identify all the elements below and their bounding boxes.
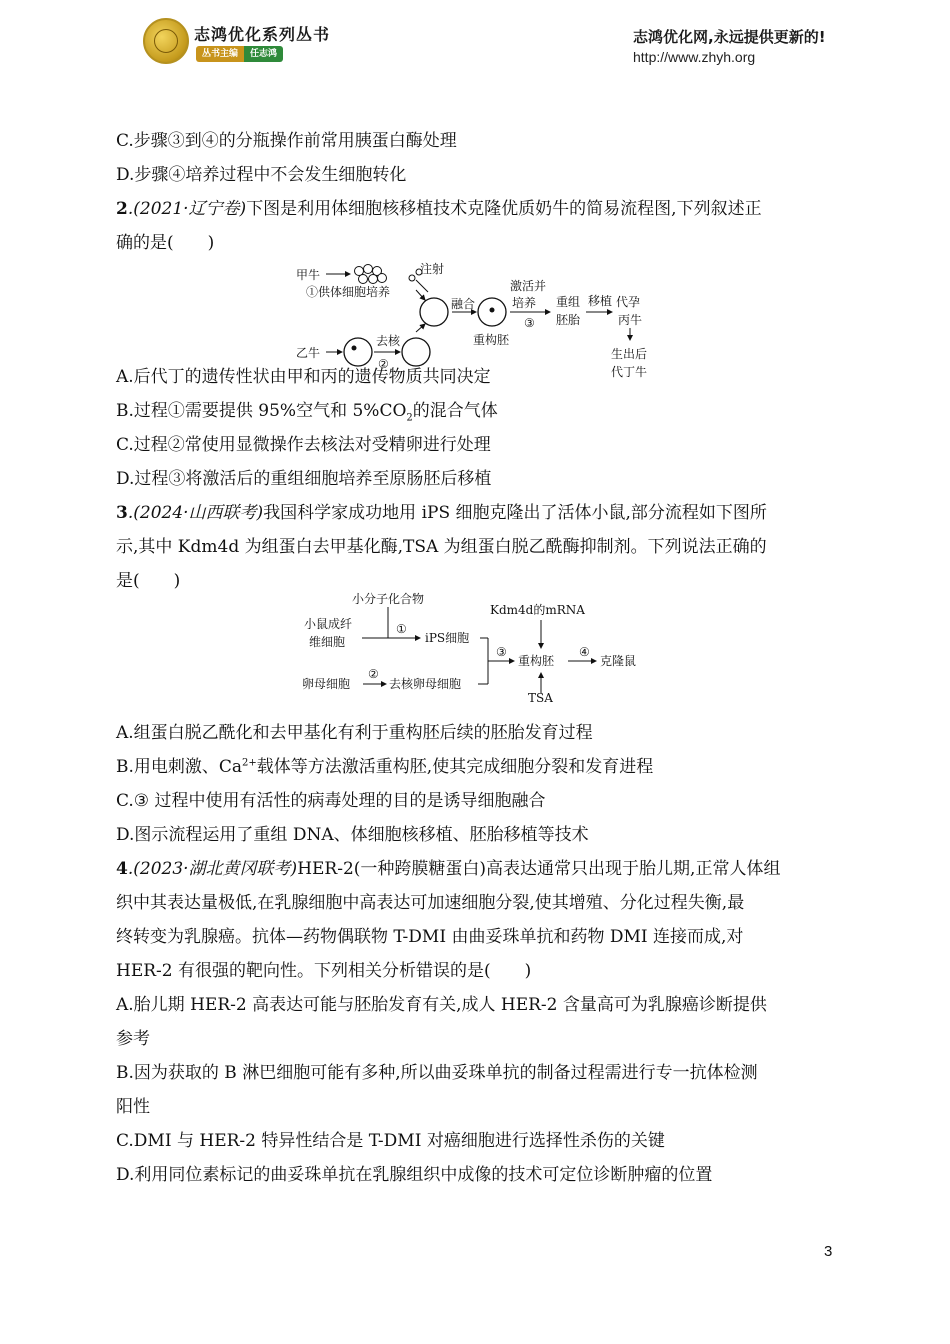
q2-option-b-pre: B.过程①需要提供 95%空气和 5%CO xyxy=(116,401,407,421)
step1-label: ①供体细胞培养 xyxy=(306,285,391,299)
q2-stem-text: 下图是利用体细胞核移植技术克隆优质奶牛的简易流程图,下列叙述正 xyxy=(246,199,762,219)
q2-option-a: A.后代丁的遗传性状由甲和丙的遗传物质共同决定 xyxy=(116,367,491,387)
tsa-label: TSA xyxy=(528,691,553,705)
enuc-label: 去核卵母细胞 xyxy=(389,677,462,691)
jia-label: 甲牛 xyxy=(296,268,321,282)
q3-source: .(2024·山西联考) xyxy=(127,503,264,523)
question-content xyxy=(116,124,836,1192)
q3-flow-diagram xyxy=(116,592,836,716)
q4-number: 4 xyxy=(116,859,128,879)
step3-label: ③ xyxy=(524,316,535,330)
q4-option-a-cont: 参考 xyxy=(116,1029,150,1049)
yi-label: 乙牛 xyxy=(296,346,321,360)
chonggou-label: 重构胚 xyxy=(473,333,510,347)
ips-label: iPS细胞 xyxy=(425,631,470,645)
s2-label: ② xyxy=(368,667,379,681)
jihuo2-label: 培养 xyxy=(512,296,537,310)
oocyte2-label: 卵母细胞 xyxy=(302,677,351,691)
step2-label: ② xyxy=(378,357,389,371)
q2-source: .(2021·辽宁卷) xyxy=(127,199,247,219)
page-number: 3 xyxy=(824,1243,833,1260)
q3-stem-end: 是( ) xyxy=(116,571,181,591)
s3-label: ③ xyxy=(496,645,507,659)
q4-stem-2: 织中其表达量极低,在乳腺细胞中高表达可加速细胞分裂,使其增殖、分化过程失衡,最 xyxy=(116,893,745,913)
q2-stem-cont: 确的是( ) xyxy=(116,233,215,253)
quhe-label: 去核 xyxy=(376,334,401,348)
page-header xyxy=(0,0,950,80)
q1-option-c: C.步骤③到④的分瓶操作前常用胰蛋白酶处理 xyxy=(116,131,457,151)
q3-stem-cont: 示,其中 Kdm4d 为组蛋白去甲基化酶,TSA 为组蛋白脱乙酰酶抑制剂。下列说法正确的 xyxy=(116,537,767,557)
q3-option-b-pre: B.用电刺激、Ca xyxy=(116,757,243,777)
header-slogan: 志鸿优化网,永远提供更新的! xyxy=(633,28,826,46)
jihuo1-label: 激活并 xyxy=(510,279,547,293)
q4-stem-3: 终转变为乳腺癌。抗体—药物偶联物 T-DMI 由曲妥珠单抗和药物 DMI 连接而成,对 xyxy=(116,927,744,947)
zhusha-label: 注射 xyxy=(420,262,445,276)
small-mol-label: 小分子化合物 xyxy=(352,592,425,606)
daiyun-label: 代孕 xyxy=(616,295,641,309)
enucleated-oocyte-icon xyxy=(402,338,430,366)
s1-label: ① xyxy=(396,622,407,636)
oocyte-icon xyxy=(344,338,372,366)
fib2-label: 维细胞 xyxy=(309,635,346,649)
donor-cells-icon xyxy=(355,265,387,284)
q4-stem xyxy=(116,852,836,886)
q4-stem-4: HER-2 有很强的靶向性。下列相关分析错误的是( ) xyxy=(116,961,532,981)
q4-stem-text: HER-2(一种跨膜糖蛋白)高表达通常只出现于胎儿期,正常人体组 xyxy=(297,859,781,879)
q4-option-c: C.DMI 与 HER-2 特异性结合是 T-DMI 对癌细胞进行选择性杀伤的关键 xyxy=(116,1131,665,1151)
fib1-label: 小鼠成纤 xyxy=(304,617,353,631)
q4-option-a: A.胎儿期 HER-2 高表达可能与胚胎发育有关,成人 HER-2 含量高可为乳腺癌诊断提供 xyxy=(116,995,767,1015)
q4-option-b-cont: 阳性 xyxy=(116,1097,150,1117)
q2-option-c: C.过程②常使用显微操作去核法对受精卵进行处理 xyxy=(116,435,491,455)
mrna-label: Kdm4d的mRNA xyxy=(490,603,585,617)
q2-option-b xyxy=(116,394,836,428)
q3-stem xyxy=(116,496,836,530)
editor-name: 任志鸿 xyxy=(244,46,283,62)
q3-option-b-post: 载体等方法激活重构胚,使其完成细胞分裂和发育进程 xyxy=(256,757,654,777)
q2-option-b-post: 的混合气体 xyxy=(412,401,498,421)
q2-stem xyxy=(116,192,836,226)
q1-option-d: D.步骤④培养过程中不会发生细胞转化 xyxy=(116,165,407,185)
sheng1-label: 生出后 xyxy=(611,347,648,361)
q3-option-d: D.图示流程运用了重组 DNA、体细胞核移植、胚胎移植等技术 xyxy=(116,825,589,845)
series-title: 志鸿优化系列丛书 xyxy=(194,25,331,44)
fused-cell-icon xyxy=(420,298,448,326)
q3-option-b-sup: 2+ xyxy=(242,757,257,769)
sheng2-label: 代丁牛 xyxy=(611,365,648,379)
q4-source: .(2023·湖北黄冈联考) xyxy=(127,859,298,879)
q2-number: 2 xyxy=(116,199,128,219)
zuzu2-label: 胚胎 xyxy=(556,313,581,327)
zuzu1-label: 重组 xyxy=(556,295,581,309)
q3-number: 3 xyxy=(116,503,128,523)
header-url[interactable]: http://www.zhyh.org xyxy=(633,49,756,65)
editor-badge xyxy=(196,46,283,62)
q3-option-c: C.③ 过程中使用有活性的病毒处理的目的是诱导细胞融合 xyxy=(116,791,546,811)
ronghe-label: 融合 xyxy=(451,297,476,311)
q3-option-b xyxy=(116,750,836,784)
q3-option-a: A.组蛋白脱乙酰化和去甲基化有利于重构胚后续的胚胎发育过程 xyxy=(116,723,593,743)
chonggou2-label: 重构胚 xyxy=(518,654,555,668)
q3-stem-text: 我国科学家成功地用 iPS 细胞克隆出了活体小鼠,部分流程如下图所 xyxy=(263,503,767,523)
series-logo-icon xyxy=(143,18,189,64)
s4-label: ④ xyxy=(579,645,590,659)
yizhi-label: 移植 xyxy=(588,294,613,308)
q4-option-d: D.利用同位素标记的曲妥珠单抗在乳腺组织中成像的技术可定位诊断肿瘤的位置 xyxy=(116,1165,713,1185)
q2-option-b-sub: 2 xyxy=(406,412,413,424)
bing-label: 丙牛 xyxy=(618,313,643,327)
q2-option-d: D.过程③将激活后的重组细胞培养至原肠胚后移植 xyxy=(116,469,492,489)
editor-label: 丛书主编 xyxy=(196,46,244,62)
clone-label: 克隆鼠 xyxy=(600,654,637,668)
q4-option-b: B.因为获取的 B 淋巴细胞可能有多种,所以曲妥珠单抗的制备过程需进行专一抗体检测 xyxy=(116,1063,758,1083)
